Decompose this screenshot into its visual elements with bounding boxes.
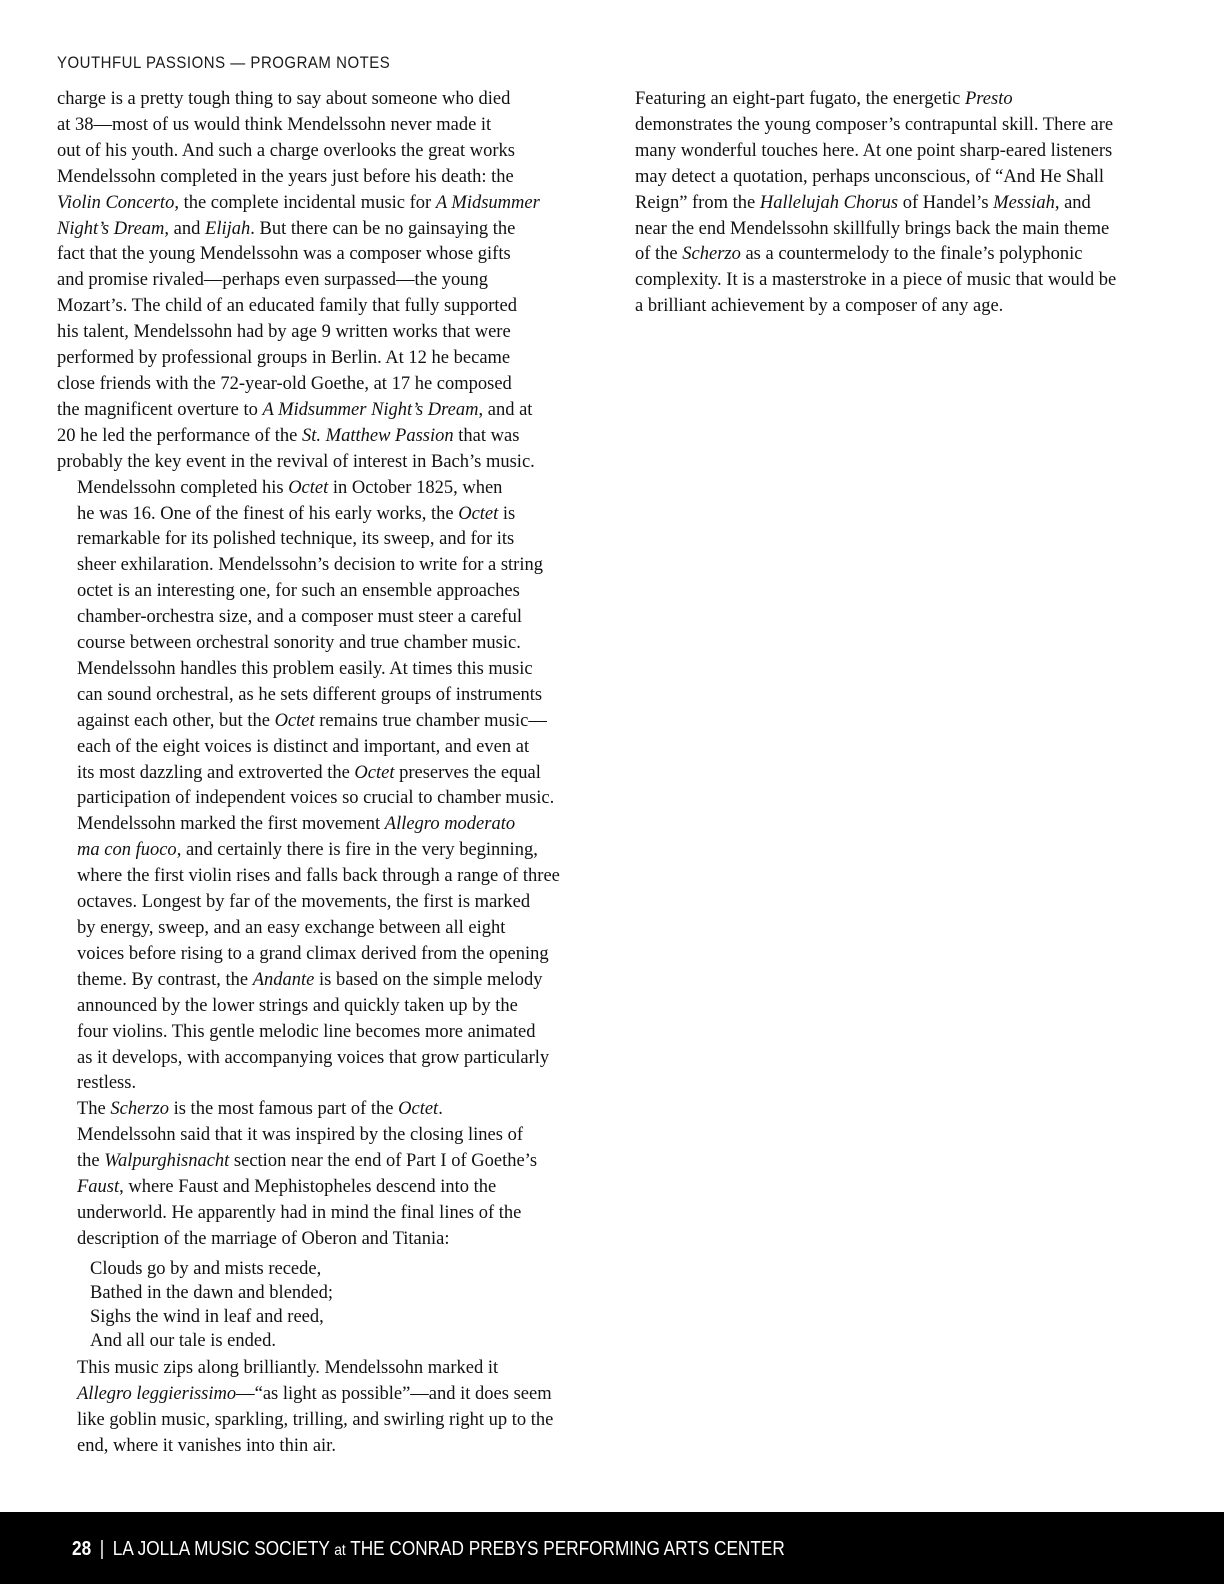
running-header: YOUTHFUL PASSIONS — PROGRAM NOTES: [57, 53, 391, 72]
text-line: Mendelssohn handles this problem easily. At times this music: [77, 658, 533, 679]
text-line: underworld. He apparently had in mind the final lines of the: [77, 1202, 522, 1223]
italic-title: Scherzo: [110, 1099, 169, 1120]
text-line: can sound orchestral, as he sets different groups of instruments: [77, 684, 543, 705]
text-line: against each other, but the Octet remains true chamber music—: [77, 710, 547, 731]
text-line: Violin Concerto, the complete incidental music for A Midsummer: [57, 192, 540, 213]
italic-title: A Midsummer: [435, 192, 540, 213]
italic-title: Allegro leggierissimo: [77, 1383, 237, 1404]
italic-title: A Midsummer Night’s Dream: [262, 399, 479, 420]
text-line: octet is an interesting one, for such an ensemble approaches: [77, 581, 520, 602]
text-line: end, where it vanishes into thin air.: [77, 1435, 336, 1456]
italic-title: Violin Concerto: [57, 192, 175, 213]
footer-venue: THE CONRAD PREBYS PERFORMING ARTS CENTER: [350, 1538, 785, 1560]
text-line: a brilliant achievement by a composer of any age.: [635, 296, 1004, 317]
text-line: the Walpurghisnacht section near the end of Part I of Goethe’s: [77, 1151, 538, 1172]
text-line: Faust, where Faust and Mephistopheles descend into the: [77, 1177, 497, 1198]
text-line: and promise rivaled—perhaps even surpassed—the young: [57, 270, 489, 291]
italic-title: Scherzo: [682, 244, 741, 265]
text-line: probably the key event in the revival of interest in Bach’s music.: [57, 451, 535, 472]
text-line: like goblin music, sparkling, trilling, and swirling right up to the: [77, 1409, 554, 1430]
text-line: performed by professional groups in Berlin. At 12 he became: [57, 348, 511, 369]
italic-title: Hallelujah Chorus: [759, 192, 899, 213]
italic-title: Faust: [77, 1177, 120, 1198]
footer-separator: |: [99, 1538, 105, 1560]
text-line: participation of independent voices so crucial to chamber music.: [77, 788, 555, 809]
text-line: Allegro leggierissimo—“as light as possible”—and it does seem: [77, 1383, 552, 1404]
text-line: Night’s Dream, and Elijah. But there can be no gainsaying the: [57, 218, 516, 239]
italic-title: Elijah: [205, 218, 251, 239]
text-line: each of the eight voices is distinct and important, and even at: [77, 736, 530, 757]
text-line: announced by the lower strings and quickly taken up by the: [77, 995, 518, 1016]
text-line: octaves. Longest by far of the movements, the first is marked: [77, 892, 531, 913]
verse-line: Sighs the wind in leaf and reed,: [90, 1306, 324, 1327]
text-line: Mendelssohn completed his Octet in October 1825, when: [77, 477, 503, 498]
paragraph: [615, 87, 1143, 320]
text-line: may detect a quotation, perhaps unconscious, of “And He Shall: [635, 166, 1105, 187]
text-line: ma con fuoco, and certainly there is fire in the very beginning,: [77, 840, 538, 861]
text-line: the magnificent overture to A Midsummer Night’s Dream, and at: [57, 399, 533, 420]
verse-line: Clouds go by and mists recede,: [90, 1258, 322, 1279]
italic-title: Octet: [274, 710, 315, 731]
text-line: demonstrates the young composer’s contrapuntal skill. There are: [635, 114, 1114, 135]
text-line: theme. By contrast, the Andante is based on the simple melody: [77, 969, 543, 990]
text-line: fact that the young Mendelssohn was a composer whose gifts: [57, 244, 511, 265]
text-line: Mendelssohn completed in the years just before his death: the: [57, 166, 514, 187]
text-line: its most dazzling and extroverted the Octet preserves the equal: [77, 762, 541, 783]
italic-title: ma con fuoco: [77, 840, 177, 861]
italic-title: Octet: [288, 477, 329, 498]
italic-title: Octet: [354, 762, 395, 783]
text-line: four violins. This gentle melodic line becomes more animated: [77, 1021, 536, 1042]
paragraph: [57, 812, 579, 1097]
text-line: charge is a pretty tough thing to say about someone who died: [57, 89, 511, 109]
paragraph: [57, 476, 579, 813]
text-line: complexity. It is a masterstroke in a piece of music that would be: [635, 270, 1117, 291]
text-line: he was 16. One of the finest of his early works, the Octet is: [77, 503, 516, 524]
right-column: [615, 87, 1143, 320]
text-line: by energy, sweep, and an easy exchange between all eight: [77, 918, 506, 938]
text-line: description of the marriage of Oberon and Titania:: [77, 1228, 450, 1249]
text-line: sheer exhilaration. Mendelssohn’s decision to write for a string: [77, 555, 543, 576]
text-line: Featuring an eight-part fugato, the energetic Presto: [635, 89, 1013, 109]
italic-title: Andante: [252, 969, 315, 990]
text-line: many wonderful touches here. At one point sharp-eared listeners: [635, 140, 1113, 161]
italic-title: Night’s Dream: [57, 218, 165, 239]
italic-title: Presto: [964, 89, 1013, 109]
text-line: Mendelssohn said that it was inspired by the closing lines of: [77, 1125, 523, 1146]
italic-title: St. Matthew Passion: [302, 425, 454, 446]
verse-quote: [90, 1257, 579, 1353]
italic-title: Messiah: [993, 192, 1055, 213]
page-number: 28: [72, 1538, 92, 1560]
text-line: course between orchestral sonority and true chamber music.: [77, 633, 521, 654]
text-line: This music zips along brilliantly. Mendelssohn marked it: [77, 1357, 499, 1378]
text-line: Reign” from the Hallelujah Chorus of Handel’s Messiah, and: [635, 192, 1091, 213]
text-line: The Scherzo is the most famous part of the Octet.: [77, 1099, 443, 1120]
text-line: his talent, Mendelssohn had by age 9 written works that were: [57, 322, 511, 343]
footer-text: [72, 1538, 785, 1561]
text-line: voices before rising to a grand climax derived from the opening: [77, 943, 549, 964]
text-line: Mendelssohn marked the first movement Allegro moderato: [77, 814, 516, 835]
text-line: close friends with the 72-year-old Goethe, at 17 he composed: [57, 373, 512, 394]
text-line: remarkable for its polished technique, its sweep, and for its: [77, 529, 515, 550]
text-line: chamber-orchestra size, and a composer must steer a careful: [77, 607, 522, 628]
left-column: [57, 87, 579, 1459]
italic-title: Octet: [458, 503, 499, 524]
footer-bar: [0, 1512, 1224, 1584]
text-line: 20 he led the performance of the St. Matthew Passion that was: [57, 425, 520, 446]
text-line: as it develops, with accompanying voices that grow particularly: [77, 1047, 550, 1068]
footer-org: LA JOLLA MUSIC SOCIETY: [112, 1538, 330, 1560]
text-line: at 38—most of us would think Mendelssohn never made it: [57, 114, 492, 135]
text-line: Mozart’s. The child of an educated family that fully supported: [57, 296, 517, 317]
verse-line: And all our tale is ended.: [90, 1330, 276, 1351]
text-line: near the end Mendelssohn skillfully brings back the main theme: [635, 218, 1110, 239]
italic-title: Walpurghisnacht: [104, 1151, 230, 1172]
paragraph: [57, 1356, 579, 1460]
italic-title: Allegro moderato: [384, 814, 516, 835]
text-line: restless.: [77, 1073, 137, 1094]
text-line: of the Scherzo as a countermelody to the finale’s polyphonic: [635, 244, 1083, 265]
text-line: out of his youth. And such a charge overlooks the great works: [57, 140, 515, 161]
italic-title: Octet: [398, 1099, 439, 1120]
footer-at: at: [334, 1542, 346, 1559]
paragraph: [57, 1097, 579, 1252]
paragraph: [57, 87, 579, 476]
verse-line: Bathed in the dawn and blended;: [90, 1282, 334, 1303]
text-line: where the first violin rises and falls back through a range of three: [77, 866, 560, 887]
